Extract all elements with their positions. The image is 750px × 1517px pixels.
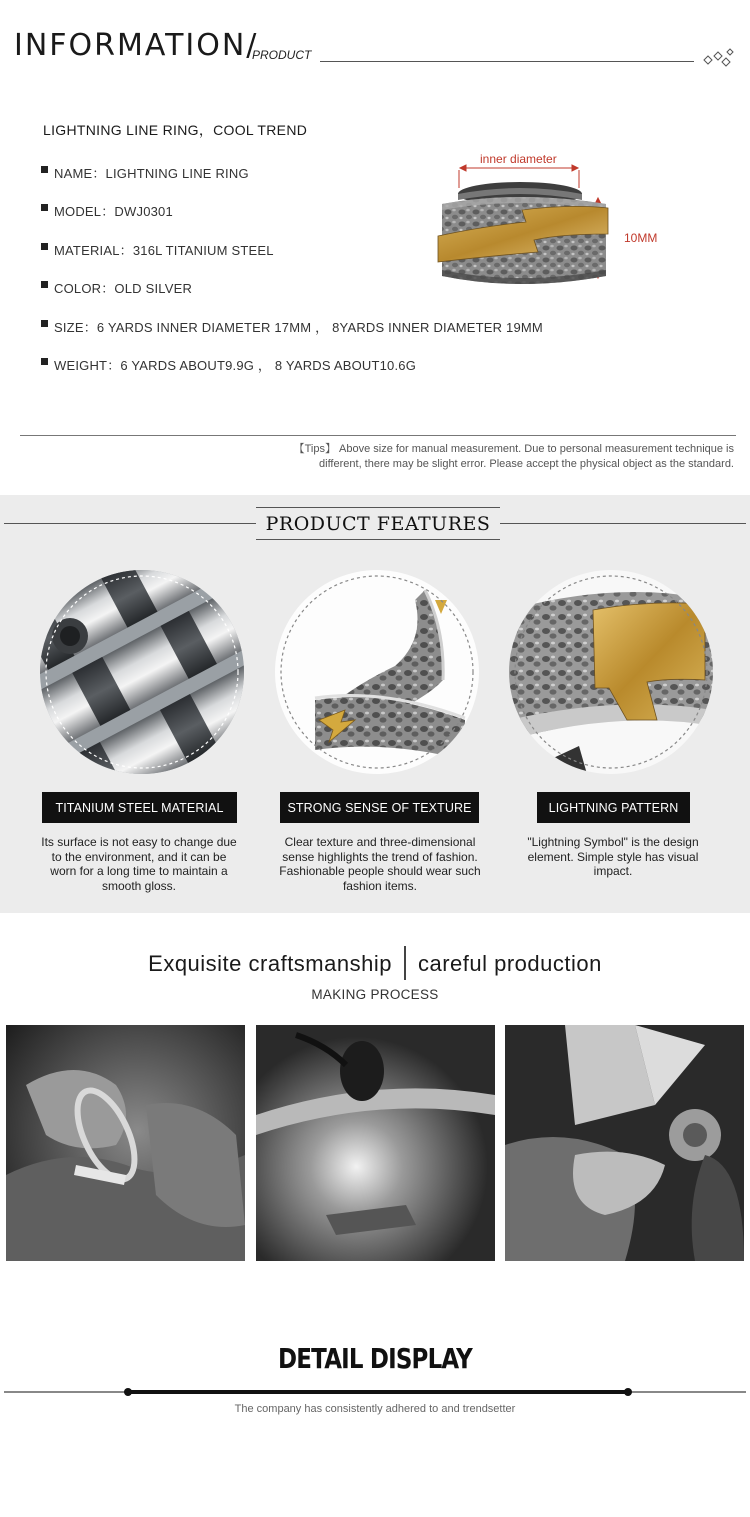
square-bullet-icon bbox=[41, 358, 48, 365]
feature-label-titanium: TITANIUM STEEL MATERIAL bbox=[42, 792, 237, 823]
ring-dimension-figure bbox=[430, 148, 680, 298]
spec-material: MATERIAL：316L TITANIUM STEEL bbox=[41, 240, 601, 278]
feature-desc-texture: Clear texture and three-dimensional sense highlights the trend of fashion. Fashionable people should wear such fashion items. bbox=[279, 835, 481, 893]
features-rule-right bbox=[500, 523, 746, 524]
inner-diameter-label: inner diameter bbox=[480, 152, 557, 166]
feature-label-texture: STRONG SENSE OF TEXTURE bbox=[280, 792, 479, 823]
header-divider bbox=[320, 61, 694, 62]
feature-image-texture bbox=[275, 570, 479, 774]
craft-subtitle: MAKING PROCESS bbox=[311, 987, 439, 1002]
tips-divider bbox=[20, 435, 736, 436]
feature-desc-titanium: Its surface is not easy to change due to the environment, and it can be worn for a long time to maintain a smooth gloss. bbox=[41, 835, 237, 893]
features-rule-left bbox=[4, 523, 256, 524]
diamond-ornament-icon bbox=[700, 46, 736, 68]
detail-display-title: DETAIL DISPLAY bbox=[278, 1342, 472, 1375]
spec-model: MODEL：DWJ0301 bbox=[41, 201, 601, 239]
spec-heading: LIGHTNING LINE RING，COOL TREND bbox=[43, 122, 308, 138]
spec-weight: WEIGHT：6 YARDS ABOUT9.9G ， 8 YARDS ABOUT10.6G bbox=[41, 355, 601, 393]
square-bullet-icon bbox=[41, 243, 48, 250]
craft-photo-polishing bbox=[256, 1025, 495, 1261]
craft-title-left: Exquisite craftsmanship bbox=[148, 950, 392, 976]
detail-dot-right bbox=[624, 1388, 632, 1396]
features-title-box bbox=[256, 507, 500, 540]
features-title: PRODUCT FEATURES bbox=[265, 512, 491, 535]
feature-image-titanium bbox=[40, 570, 244, 774]
square-bullet-icon bbox=[41, 166, 48, 173]
spec-name: NAME：LIGHTNING LINE RING bbox=[41, 163, 601, 201]
craft-title-separator bbox=[404, 946, 406, 980]
information-header bbox=[14, 28, 736, 68]
tips-line-2: different, there may be slight error. Please accept the physical object as the standard. bbox=[319, 458, 734, 470]
square-bullet-icon bbox=[41, 281, 48, 288]
tips-line-1: 【Tips】 Above size for manual measurement. Due to personal measurement technique is bbox=[293, 443, 734, 455]
information-subtitle: PRODUCT bbox=[252, 48, 312, 62]
detail-rule-thick bbox=[128, 1390, 628, 1394]
craft-photo-grinding bbox=[505, 1025, 744, 1261]
tips-note bbox=[240, 442, 734, 472]
spec-size: SIZE：6 YARDS INNER DIAMETER 17MM ， 8YARDS INNER DIAMETER 19MM bbox=[41, 317, 601, 355]
square-bullet-icon bbox=[41, 204, 48, 211]
feature-desc-lightning: "Lightning Symbol" is the design element. Simple style has visual impact. bbox=[527, 835, 699, 878]
craft-title bbox=[0, 948, 750, 982]
information-title: INFORMATION/ bbox=[14, 28, 259, 63]
craft-title-right: careful production bbox=[417, 950, 602, 976]
detail-display-subtitle: The company has consistently adhered to and trendsetter bbox=[234, 1403, 516, 1415]
feature-image-lightning bbox=[509, 570, 713, 774]
detail-dot-left bbox=[124, 1388, 132, 1396]
height-label: 10MM bbox=[624, 231, 658, 245]
feature-label-lightning: LIGHTNING PATTERN bbox=[537, 792, 690, 823]
square-bullet-icon bbox=[41, 320, 48, 327]
craft-photo-shaping bbox=[6, 1025, 245, 1261]
spec-color: COLOR：OLD SILVER bbox=[41, 278, 601, 316]
product-features-section bbox=[0, 495, 750, 913]
